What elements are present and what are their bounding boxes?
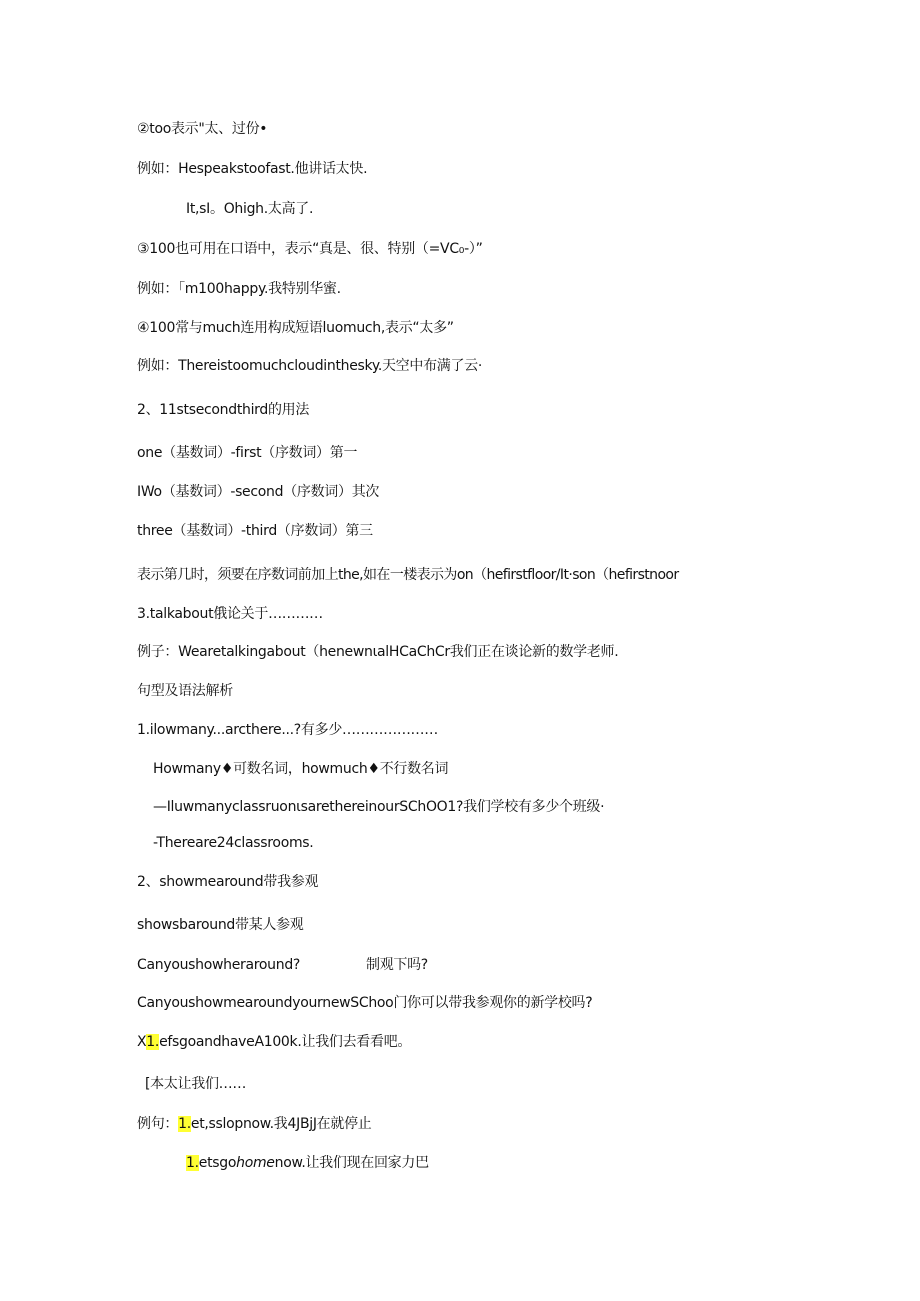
line-show-sb-around: showsbaround带某人参观 [137, 917, 304, 933]
line-too-much-phrase: ④100常与much连用构成短语luomuch,表示“太多” [137, 320, 454, 336]
line-example-too-high: It,sI。Ohigh.太高了. [186, 201, 314, 217]
line-can-you-show-her-around: Canyoushowheraround? [137, 957, 301, 973]
line-can-you-show-me-around: CanyoushowmearoundyournewSChoo门你可以带我参观你的新学校吗? [137, 995, 593, 1011]
section-heading-show-around: 2、showmearound带我参观 [137, 874, 319, 890]
line-how-many-there: 1.ilowmany...arcthere...?有多少………………… [137, 722, 438, 738]
line-prefix: 例句： [137, 1116, 179, 1132]
line-text: efsgoandhaveA100k.让我们去看看吧。 [159, 1034, 412, 1050]
line-first: one（基数词）-first（序数词）第一 [137, 445, 358, 461]
section-heading-lets: [本太让我们…… [145, 1076, 247, 1092]
highlight-mark: 1. [146, 1034, 160, 1050]
line-ordinal-the-rule: 表示第几时，须要在序数词前加上the,如在一楼表示为on（hefirstfloor/It·son（hefirstnoor [137, 567, 679, 583]
line-example-talking: 例子：Wearetalkingabout（henewnιalHCaChCr我们正在谈论新的数学老师. [137, 644, 619, 660]
highlight-mark: 1. [178, 1116, 191, 1132]
line-example-lets-stop [137, 1114, 371, 1134]
line-second: IWo（基数词）-second（序数词）其次 [137, 484, 380, 500]
section-heading-grammar: 句型及语法解析 [137, 683, 233, 699]
line-text: et,sslopnow.我4JBjJ在就停止 [190, 1116, 372, 1132]
section-heading-talk-about: 3.talkabout俄论关于………… [137, 606, 323, 622]
line-third: three（基数词）-third（序数词）第三 [137, 523, 373, 539]
italic-word: home [236, 1155, 275, 1171]
line-example-speaks-too-fast: 例如：Hespeakstoofast.他讲话太快. [137, 161, 368, 177]
line-answer-classrooms: -Thereare24classrooms. [153, 835, 314, 851]
line-question-classrooms: —IluwmanyclassruonιsarethereinourSChOO1?我们学校有多少个班级· [153, 799, 605, 815]
line-example-lets-go-home [186, 1153, 429, 1173]
line-too-meaning: ②too表示"太、过份• [137, 121, 268, 137]
highlight-mark: 1. [186, 1155, 199, 1171]
section-heading-ordinals: 2、11stsecondthird的用法 [137, 402, 310, 418]
line-example-happy: 例如：「m100happy.我特别华蜜. [137, 281, 341, 297]
line-text: etsgo [198, 1155, 237, 1171]
line-prefix: X [137, 1034, 147, 1050]
line-can-you-show-her-around-translation: 制观下吗? [366, 957, 428, 973]
line-too-spoken-usage: ③100也可用在口语中，表示“真是、很、特别（=VC₀-）” [137, 241, 483, 257]
line-text-end: now.让我们现在回家力巴 [274, 1155, 429, 1171]
line-lets-have-a-look [137, 1032, 411, 1052]
line-how-many-how-much: Howmany♦可数名词，howmuch♦不行数名词 [153, 761, 449, 777]
line-example-cloud: 例如：Thereistoomuchcloudinthesky.天空中布满了云· [137, 358, 483, 374]
